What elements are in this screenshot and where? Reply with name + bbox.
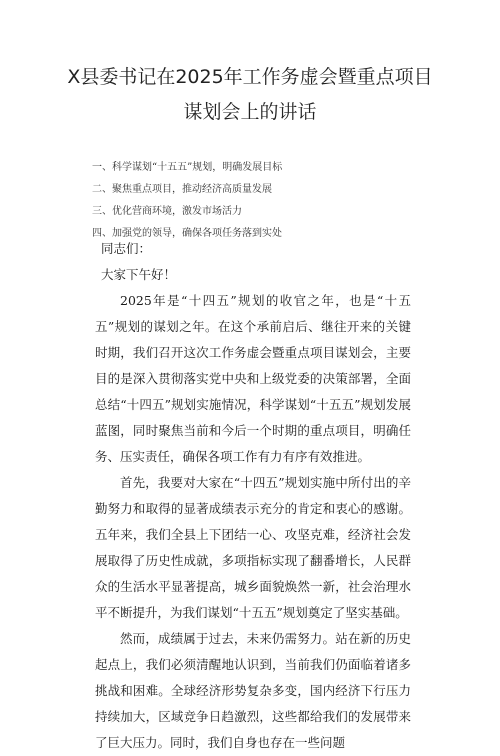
- toc-item: 一、科学谋划“十五五”规划，明确发展目标: [92, 162, 283, 173]
- toc-item: 二、聚焦重点项目，推动经济高质量发展: [92, 184, 272, 195]
- toc-item: 四、加强党的领导，确保各项任务落到实处: [92, 228, 282, 239]
- paragraph: 然而，成绩属于过去，未来仍需努力。站在新的历史起点上，我们必须清醒地认识到，当前我们仍面临着诸多挑战和困难。全球经济形势复杂多变，国内经济下行压力持续加大，区域竞争日趋激烈，这些都给我们的发展带来了巨大压力。同时，我们自身也存在一些问题: [95, 631, 411, 750]
- table-of-contents: [92, 157, 282, 245]
- document-title-line-2: 谋划会上的讲话: [183, 101, 317, 123]
- speech-body: [95, 236, 411, 756]
- document-title-line-1: X县委书记在2025年工作务虚会暨重点项目: [67, 66, 433, 88]
- greeting: 大家下午好！: [101, 267, 177, 282]
- toc-item: 三、优化营商环境，激发市场活力: [92, 206, 242, 217]
- salutation: 同志们：: [101, 241, 152, 256]
- paragraph: 首先，我要对大家在“十四五”规划实施中所付出的辛勤努力和取得的显著成绩表示充分的肯定和衷心的感谢。五年来，我们全县上下团结一心、攻坚克难，经济社会发展取得了历史性成就，多项指标实现了翻番增长，人民群众的生活水平显著提高，城乡面貌焕然一新，社会治理水平不断提升，为我们谋划“十五五”规划奠定了坚实基础。: [95, 475, 411, 620]
- paragraph: 2025年是“十四五”规划的收官之年，也是“十五五”规划的谋划之年。在这个承前启后、继往开来的关键时期，我们召开这次工作务虚会暨重点项目谋划会，主要目的是深入贯彻落实党中央和上级党委的决策部署，全面总结“十四五”规划实施情况，科学谋划“十五五”规划发展蓝图，同时聚焦当前和今后一个时期的重点项目，明确任务、压实责任，确保各项工作有力有序有效推进。: [95, 293, 411, 464]
